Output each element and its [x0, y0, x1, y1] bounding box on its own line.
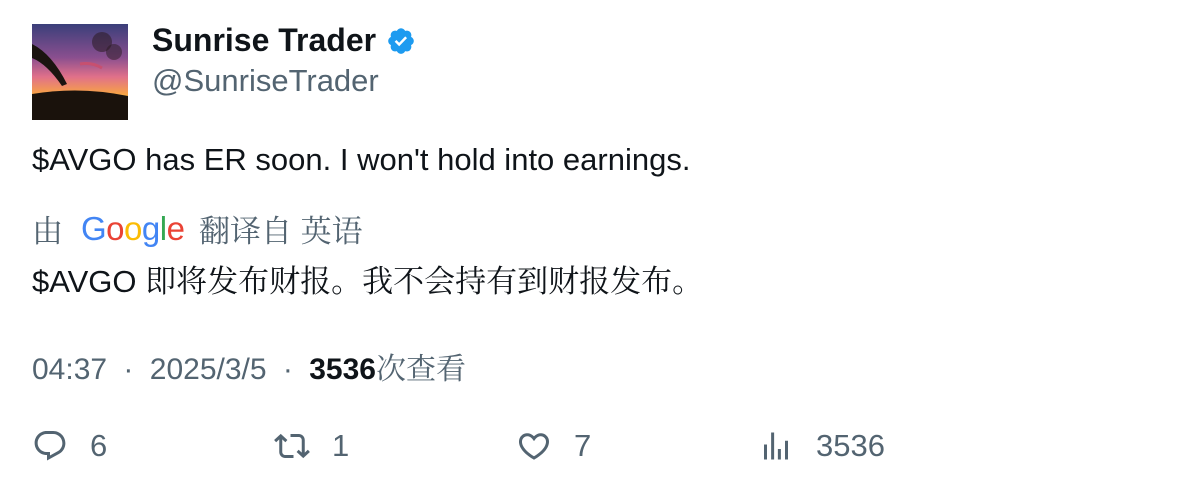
heart-icon: [516, 428, 552, 464]
views-label: 次查看: [375, 353, 466, 386]
meta-separator: ·: [123, 353, 134, 386]
translation-attribution: [32, 206, 363, 251]
reply-count: 6: [90, 428, 108, 463]
views-button[interactable]: [758, 428, 885, 464]
views-count: 3536: [309, 353, 376, 386]
retweet-count: 1: [332, 428, 350, 463]
like-button[interactable]: [516, 428, 591, 464]
google-logo: [81, 209, 185, 249]
author-display-name[interactable]: [152, 22, 416, 59]
display-name-text: Sunrise Trader: [152, 22, 377, 58]
meta-separator: ·: [282, 353, 293, 386]
tweet-meta: [32, 344, 466, 388]
retweet-icon: [274, 428, 310, 464]
tweet-text: $AVGO has ER soon. I won't hold into earnings.: [32, 142, 691, 177]
translation-prefix: 由: [32, 214, 63, 249]
tweet-date[interactable]: 2025/3/5: [149, 353, 267, 386]
retweet-button[interactable]: [274, 428, 349, 464]
avatar[interactable]: [32, 24, 128, 120]
analytics-bar-chart-icon: [758, 428, 794, 464]
author-handle[interactable]: @SunriseTrader: [152, 63, 379, 98]
action-bar: [32, 428, 1162, 478]
google-logo-text: Google: [81, 209, 185, 247]
like-count: 7: [574, 428, 592, 463]
views-action-count: 3536: [816, 428, 885, 463]
reply-icon: [32, 428, 68, 464]
translation-suffix: 翻译自 英语: [199, 214, 363, 249]
reply-button[interactable]: [32, 428, 107, 464]
avatar-sunset-image: [32, 24, 128, 120]
verified-badge-icon: [386, 26, 416, 56]
translated-tweet-text: $AVGO 即将发布财报。我不会持有到财报发布。: [32, 264, 704, 299]
tweet-time[interactable]: 04:37: [32, 353, 108, 386]
